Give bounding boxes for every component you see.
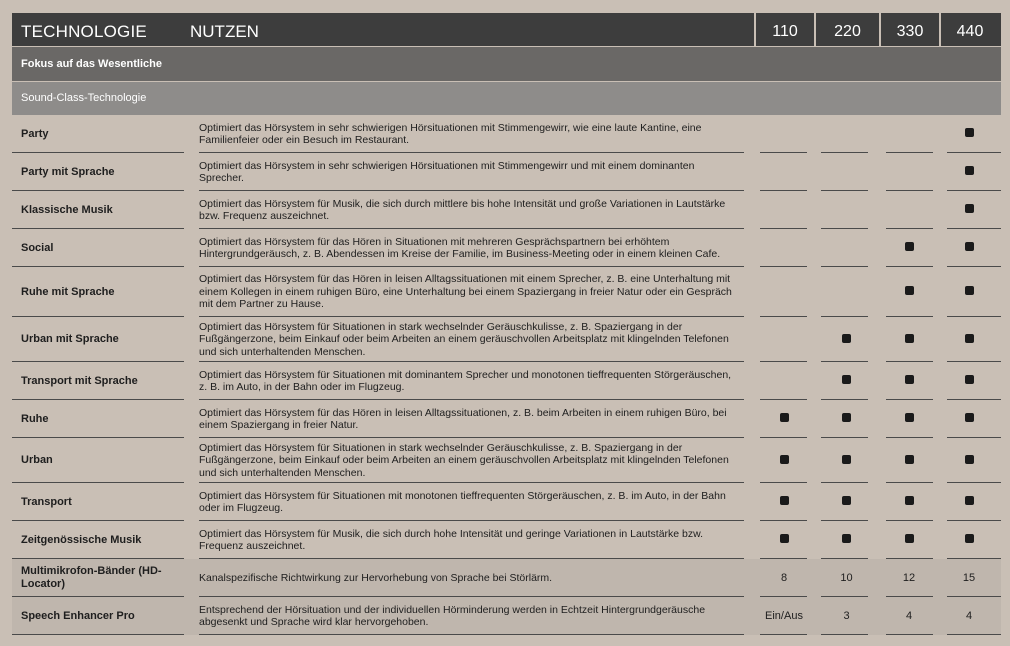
feature-included-cell: [879, 286, 939, 298]
model-value-cell: Ein/Aus: [765, 610, 803, 622]
row-technology: Urban mit Sprache: [21, 333, 119, 345]
feature-included-cell: [879, 375, 939, 387]
row-description: Entsprechend der Hörsituation und der individuellen Hörminderung werden in Echtzeit Hintergrundgeräusche abgesenkt und Sprache wird klar hervorgehoben.: [199, 603, 706, 628]
row-divider: [947, 634, 1001, 635]
feature-included-cell: [814, 534, 879, 546]
feature-comparison-table: [12, 13, 1001, 635]
feature-included-cell: [879, 534, 939, 546]
included-dot-icon: [905, 413, 914, 422]
table-row: [12, 229, 1001, 267]
included-dot-icon: [905, 242, 914, 251]
included-dot-icon: [965, 286, 974, 295]
row-divider: [760, 634, 807, 635]
row-description: Optimiert das Hörsystem für das Hören in leisen Alltagssituationen, z. B. beim Arbeiten in einem ruhigen Büro, bei einem Spaziergang in freier Natur.: [199, 406, 727, 431]
included-dot-icon: [780, 413, 789, 422]
table-row: [12, 597, 1001, 635]
row-description: Optimiert das Hörsystem für Situationen mit dominantem Sprecher und monotonen tieffrequenten Störgeräuschen, z. B. im Auto, in der Bahn oder im Flugzeug.: [199, 368, 732, 393]
row-description: Optimiert das Hörsystem für Musik, die sich durch hohe Intensität und geringe Variationen in Lautstärke bzw. Frequenz auszeichnet.: [199, 527, 704, 552]
feature-included-cell: [939, 455, 999, 467]
included-dot-icon: [965, 128, 974, 137]
included-dot-icon: [965, 166, 974, 175]
model-value-cell: 10: [840, 572, 853, 584]
table-row: [12, 438, 1001, 483]
included-dot-icon: [965, 334, 974, 343]
included-dot-icon: [780, 455, 789, 464]
feature-included-cell: [939, 204, 999, 216]
included-dot-icon: [905, 534, 914, 543]
table-row: [12, 483, 1001, 521]
included-dot-icon: [905, 455, 914, 464]
feature-included-cell: [754, 496, 814, 508]
feature-included-cell: [814, 334, 879, 346]
included-dot-icon: [965, 204, 974, 213]
model-value-cell: 8: [780, 572, 788, 584]
feature-included-cell: [939, 128, 999, 140]
row-divider: [821, 634, 868, 635]
header-technologie: TECHNOLOGIE: [21, 22, 147, 41]
section-sound-class: Sound-Class-Technologie: [12, 81, 1001, 115]
table-header: [12, 13, 1001, 46]
table-row: [12, 191, 1001, 229]
table-row: [12, 559, 1001, 597]
feature-included-cell: [939, 242, 999, 254]
header-model-220: 220: [814, 13, 879, 46]
feature-included-cell: [939, 166, 999, 178]
included-dot-icon: [842, 534, 851, 543]
row-technology: Urban: [21, 454, 53, 466]
feature-included-cell: [939, 375, 999, 387]
included-dot-icon: [965, 413, 974, 422]
feature-included-cell: [814, 413, 879, 425]
included-dot-icon: [965, 375, 974, 384]
feature-included-cell: [754, 455, 814, 467]
row-technology: Party mit Sprache: [21, 165, 115, 178]
feature-included-cell: [754, 413, 814, 425]
feature-included-cell: [754, 534, 814, 546]
feature-included-cell: [879, 334, 939, 346]
included-dot-icon: [905, 286, 914, 295]
section-fokus: Fokus auf das Wesentliche: [12, 46, 1001, 81]
feature-included-cell: [939, 334, 999, 346]
feature-included-cell: [879, 413, 939, 425]
included-dot-icon: [842, 455, 851, 464]
row-technology: Multimikrofon-Bänder (HD-Locator): [21, 565, 162, 590]
row-technology: Transport: [21, 495, 72, 508]
feature-included-cell: [814, 375, 879, 387]
row-technology: Zeitgenössische Musik: [21, 533, 142, 546]
feature-included-cell: [939, 413, 999, 425]
header-model-440: 440: [939, 13, 999, 46]
table-body: [12, 115, 1001, 635]
model-value-cell: 15: [962, 572, 976, 584]
table-row: [12, 317, 1001, 362]
table-row: [12, 153, 1001, 191]
feature-included-cell: [814, 455, 879, 467]
header-model-110: 110: [754, 13, 814, 46]
row-technology: Ruhe: [21, 412, 49, 425]
model-value-cell: 4: [905, 610, 913, 622]
included-dot-icon: [905, 334, 914, 343]
included-dot-icon: [965, 496, 974, 505]
included-dot-icon: [780, 534, 789, 543]
table-row: [12, 267, 1001, 317]
included-dot-icon: [780, 496, 789, 505]
included-dot-icon: [965, 455, 974, 464]
feature-included-cell: [939, 496, 999, 508]
row-description: Kanalspezifische Richtwirkung zur Hervorhebung von Sprache bei Störlärm.: [199, 571, 553, 584]
model-value-cell: 12: [902, 572, 916, 584]
row-technology: Klassische Musik: [21, 203, 113, 216]
feature-included-cell: [879, 242, 939, 254]
table-row: [12, 400, 1001, 438]
row-description: Optimiert das Hörsystem in sehr schwierigen Hörsituationen mit Stimmengewirr, wie eine laute Kantine, eine Familienfeier oder ein Besuch im Restaurant.: [199, 121, 702, 146]
row-technology: Speech Enhancer Pro: [21, 609, 135, 622]
included-dot-icon: [842, 375, 851, 384]
table-row: [12, 115, 1001, 153]
feature-included-cell: [939, 286, 999, 298]
table-row: [12, 521, 1001, 559]
row-divider: [886, 634, 933, 635]
model-value-cell: 4: [965, 610, 973, 622]
row-description: Optimiert das Hörsystem für Situationen in stark wechselnder Geräuschkulisse, z. B. Spaziergang in der Fußgängerzone, beim Einkauf oder beim Arbeiten an einem geräuschvollen Arbeitsplatz mit klingelnden Telefonen und sich unterhaltenden Menschen.: [199, 320, 729, 358]
row-description: Optimiert das Hörsystem für Situationen mit monotonen tieffrequenten Störgeräuschen, z. B. im Auto, in der Bahn oder im Flugzeug.: [199, 489, 726, 514]
included-dot-icon: [842, 413, 851, 422]
model-value-cell: 3: [843, 610, 850, 622]
row-description: Optimiert das Hörsystem für das Hören in Situationen mit mehreren Gesprächspartnern bei erhöhtem Hintergrundgeräusch, z. B. Abendessen im Kreise der Familie, im Business-Meeting oder in einem kleinen Cafe.: [199, 235, 721, 260]
header-model-330: 330: [879, 13, 939, 46]
row-description: Optimiert das Hörsystem für Situationen in stark wechselnder Geräuschkulisse, z. B. Spaziergang in der Fußgängerzone, beim Einkauf oder beim Arbeiten an einem geräuschvollen Arbeitsplatz mit klingelnden Telefonen und sich unterhaltenden Menschen.: [199, 441, 729, 479]
feature-included-cell: [879, 455, 939, 467]
row-description: Optimiert das Hörsystem in sehr schwierigen Hörsituationen mit Stimmengewirr und mit einem dominanten Sprecher.: [199, 159, 695, 184]
row-divider: [12, 634, 184, 635]
row-technology: Social: [21, 241, 54, 254]
feature-included-cell: [879, 496, 939, 508]
included-dot-icon: [842, 496, 851, 505]
row-description: Optimiert das Hörsystem für Musik, die sich durch mittlere bis hohe Intensität und große Variationen in Lautstärke bzw. Frequenz auszeichnet.: [199, 197, 726, 222]
included-dot-icon: [842, 334, 851, 343]
row-description: Optimiert das Hörsystem für das Hören in leisen Alltagssituationen mit einem Sprecher, z. B. eine Unterhaltung mit einem Kollegen in einem ruhigen Büro, eine Unterhaltung bei einem Spaziergang in freier Natur oder ein Gespräch mit dem Partner zu Hause.: [199, 273, 732, 311]
included-dot-icon: [905, 375, 914, 384]
row-technology: Transport mit Sprache: [21, 374, 138, 387]
included-dot-icon: [965, 242, 974, 251]
row-divider: [199, 634, 744, 635]
header-nutzen: NUTZEN: [190, 22, 259, 41]
feature-included-cell: [814, 496, 879, 508]
included-dot-icon: [965, 534, 974, 543]
included-dot-icon: [905, 496, 914, 505]
row-technology: Party: [21, 127, 49, 140]
table-row: [12, 362, 1001, 400]
row-technology: Ruhe mit Sprache: [21, 285, 115, 298]
feature-included-cell: [939, 534, 999, 546]
